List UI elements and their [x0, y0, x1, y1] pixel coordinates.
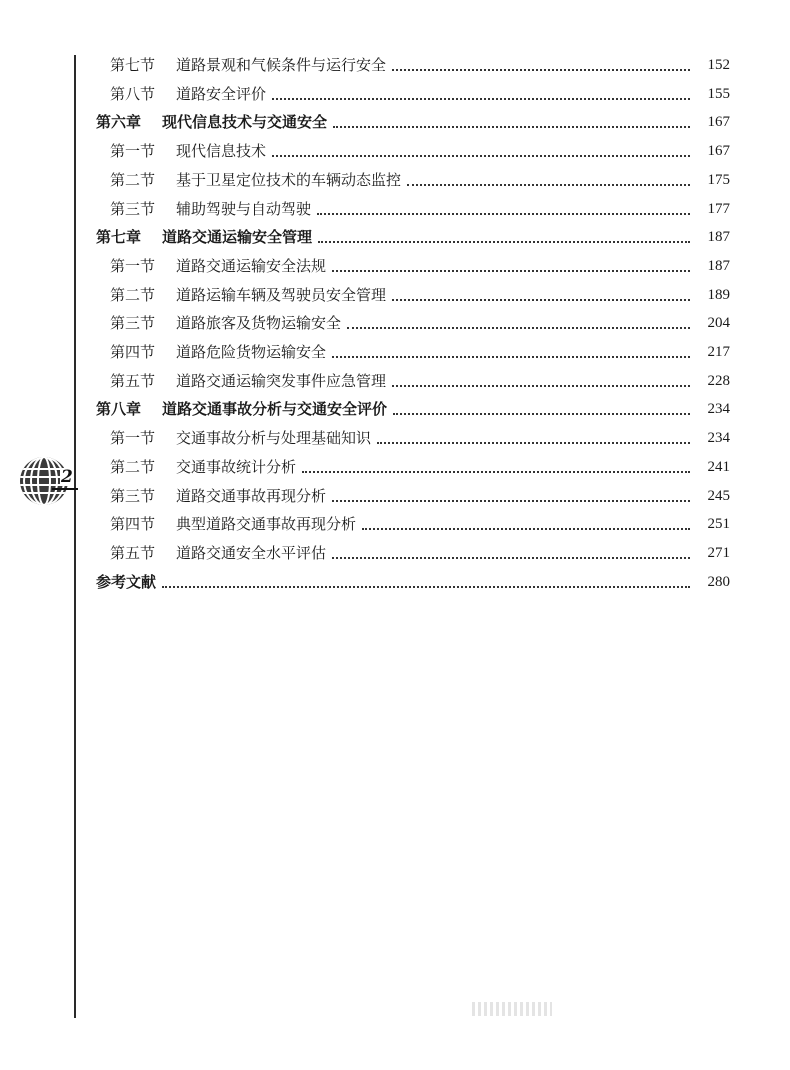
toc-entry-page: 280: [707, 573, 730, 590]
toc-entry-page: 152: [707, 57, 730, 73]
page-number: 2: [61, 467, 73, 487]
toc-entry-page: 228: [707, 372, 730, 389]
toc-entry-title: 道路旅客及货物运输安全: [176, 314, 342, 333]
toc-section-row: [110, 137, 730, 165]
toc-entry-page: 217: [707, 344, 730, 360]
toc-entry-number: 第五节: [110, 543, 156, 562]
toc-dot-leader: [347, 327, 690, 329]
toc-entry-number: 第八章: [96, 400, 142, 419]
toc-section-row: [110, 252, 730, 280]
toc-entry-number: 第二节: [110, 457, 156, 476]
toc-section-row: [110, 367, 730, 395]
toc-entry-page: 177: [707, 200, 730, 217]
toc-entry-title: 交通事故分析与处理基础知识: [176, 429, 372, 448]
toc-entry-page: 167: [707, 114, 730, 131]
toc-entry-page: 155: [707, 85, 730, 102]
toc-entry-title: 道路交通运输安全法规: [176, 256, 327, 275]
toc-dot-leader: [302, 471, 690, 473]
toc-entry-title: 道路交通运输突发事件应急管理: [176, 371, 387, 390]
toc-entry-title: 基于卫星定位技术的车辆动态监控: [176, 170, 402, 189]
toc-entry-number: 第六章: [96, 113, 142, 132]
toc-chapter-row: [96, 568, 730, 596]
toc-entry-page: 204: [707, 315, 730, 332]
toc-entry-title: 道路景观和气候条件与运行安全: [176, 56, 387, 74]
toc-dot-leader: [407, 184, 690, 186]
toc-chapter-row: [96, 223, 730, 251]
toc-entry-page: 234: [707, 401, 730, 418]
toc-entry-number: 第七节: [110, 56, 156, 74]
toc-entry-number: 第三节: [110, 486, 156, 505]
toc-section-row: [110, 510, 730, 538]
toc-section-row: [110, 281, 730, 309]
toc-entry-title: 交通事故统计分析: [176, 457, 297, 476]
toc-entry-title: 道路危险货物运输安全: [176, 343, 327, 361]
toc-section-row: [110, 338, 730, 366]
toc-chapter-row: [96, 395, 730, 423]
toc-entry-number: 第八节: [110, 84, 156, 103]
toc-dot-leader: [333, 126, 690, 128]
toc-entry-page: 187: [707, 229, 730, 246]
toc-dot-leader: [317, 213, 690, 215]
toc-entry-page: 175: [707, 171, 730, 188]
toc-dot-leader: [362, 528, 690, 530]
toc-entry-number: 第一节: [110, 142, 156, 161]
toc-entry-title: 道路交通事故分析与交通安全评价: [162, 400, 388, 419]
toc-dot-leader: [332, 500, 690, 502]
toc-section-row: [110, 482, 730, 510]
page-badge: [16, 452, 78, 510]
toc-entry-title: 现代信息技术与交通安全: [162, 113, 328, 132]
toc-dot-leader: [332, 557, 690, 559]
toc-dot-leader: [162, 586, 690, 588]
toc-entry-number: 第五节: [110, 371, 156, 390]
toc-section-row: [110, 309, 730, 337]
toc-entry-page: 187: [707, 257, 730, 274]
toc-chapter-row: [96, 108, 730, 136]
toc-entry-number: 第一节: [110, 429, 156, 448]
toc-entry-title: 辅助驾驶与自动驾驶: [176, 199, 312, 218]
toc-section-row: [110, 453, 730, 481]
margin-rule: [74, 55, 76, 1018]
toc-entry-title: 典型道路交通事故再现分析: [176, 515, 357, 534]
toc-entry-number: 第二节: [110, 170, 156, 189]
toc-entry-number: 第二节: [110, 285, 156, 304]
toc-entry-number: 第三节: [110, 314, 156, 333]
toc-dot-leader: [332, 356, 690, 358]
toc-entry-title: 道路交通事故再现分析: [176, 486, 327, 505]
toc-section-row: [110, 195, 730, 223]
toc-entry-title: 道路交通运输安全管理: [162, 228, 313, 247]
toc-section-row: [110, 539, 730, 567]
toc-entry-page: 251: [707, 516, 730, 533]
toc-dot-leader: [377, 442, 690, 444]
toc-dot-leader: [272, 98, 690, 100]
scan-smudge: [472, 1002, 552, 1016]
toc-dot-leader: [392, 69, 690, 71]
toc-entry-title: 道路安全评价: [176, 84, 267, 103]
toc-entry-number: 第一节: [110, 256, 156, 275]
toc-dot-leader: [392, 299, 690, 301]
toc-section-row: [110, 424, 730, 452]
toc-entry-number: 第七章: [96, 228, 142, 247]
toc-dot-leader: [392, 385, 690, 387]
toc-entry-number: 第四节: [110, 343, 156, 361]
toc-section-row: [110, 51, 730, 79]
toc-entry-page: 234: [707, 430, 730, 447]
toc-entry-page: 189: [707, 286, 730, 303]
toc-entry-page: 167: [707, 143, 730, 160]
toc-section-row: [110, 80, 730, 108]
toc-entry-page: 245: [707, 487, 730, 504]
toc-dot-leader: [332, 270, 690, 272]
toc-entry-page: 241: [707, 458, 730, 475]
toc-entry-title: 现代信息技术: [176, 142, 267, 161]
toc-entry-title: 道路交通安全水平评估: [176, 543, 327, 562]
toc-entry-title: 道路运输车辆及驾驶员安全管理: [176, 285, 387, 304]
toc-dot-leader: [318, 241, 690, 243]
toc-entry-number: 第三节: [110, 199, 156, 218]
toc-entry-page: 271: [707, 544, 730, 561]
toc-dot-leader: [272, 155, 690, 157]
toc-entry-title: 参考文献: [96, 572, 157, 591]
toc-section-row: [110, 166, 730, 194]
toc-dot-leader: [393, 413, 690, 415]
toc-entry-number: 第四节: [110, 515, 156, 534]
